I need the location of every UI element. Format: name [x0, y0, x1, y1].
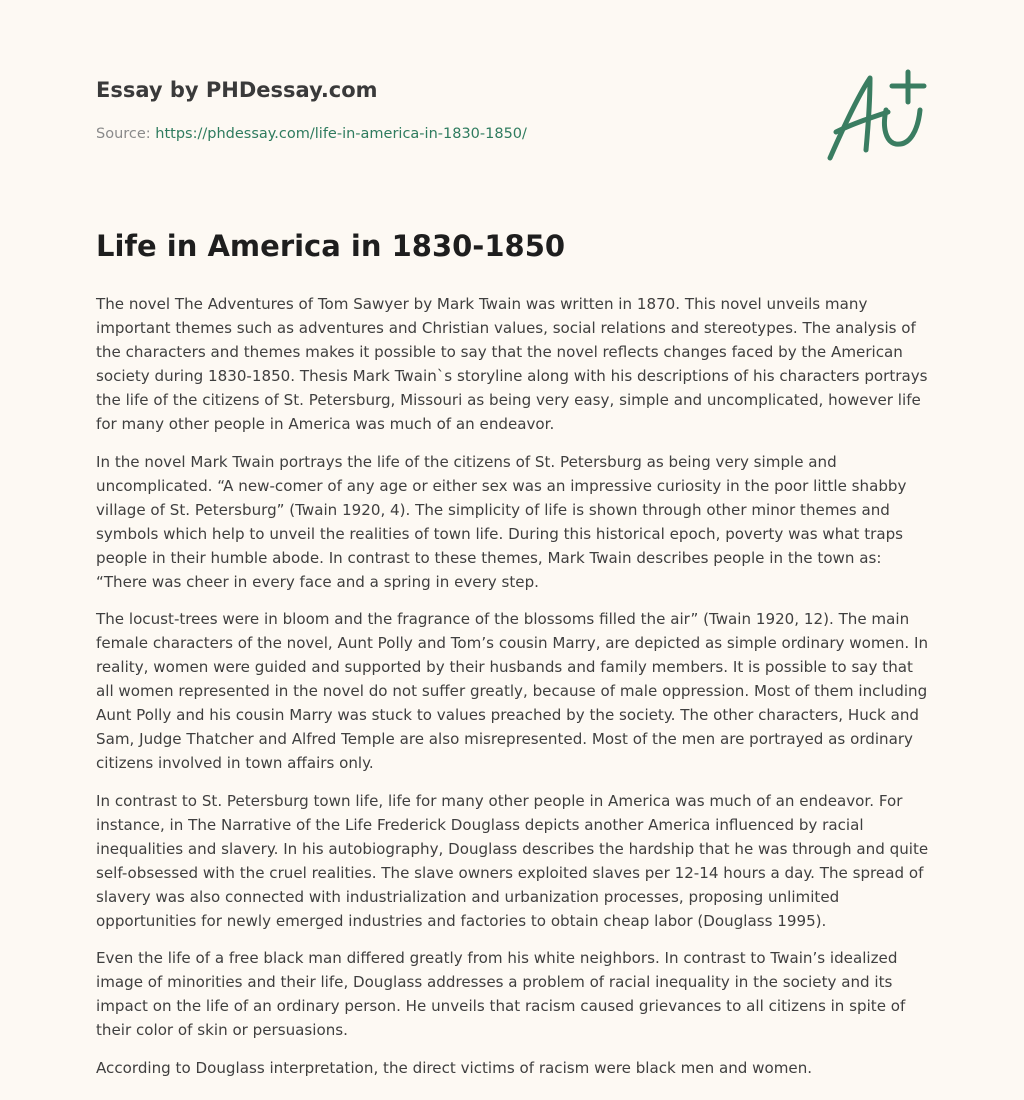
source-label: Source:: [96, 126, 156, 142]
site-title: Essay by PHDessay.com: [96, 78, 378, 102]
source-link[interactable]: https://phdessay.com/life-in-america-in-1830-1850/: [155, 126, 527, 142]
essay-paragraph: In contrast to St. Petersburg town life, life for many other people in America was much of an endeavor. For instance, in The Narrative of the Life Frederick Douglass depicts another America influenced by racial inequalities and slavery. In his autobiography, Douglass describes the hardship that he was through and quite self-obsessed with the cruel realities. The slave owners exploited slaves per 12-14 hours a day. The spread of slavery was also connected with industrialization and urbanization processes, proposing unlimited opportunities for newly emerged industries and factories to obtain cheap labor (Douglass 1995).: [96, 791, 929, 930]
essay-title: Life in America in 1830-1850: [96, 229, 566, 263]
essay-paragraph: Even the life of a free black man differed greatly from his white neighbors. In contrast to Twain’s idealized image of minorities and their life, Douglass addresses a problem of racial inequality in the society and its impact on the life of an ordinary person. He unveils that racism caused grievances to all citizens in spite of their color of skin or persuasions.: [96, 949, 906, 1039]
source-line: [96, 124, 796, 144]
page-header: [96, 76, 796, 144]
a-plus-grade-icon: [822, 66, 928, 166]
essay-paragraph: The locust-trees were in bloom and the fragrance of the blossoms filled the air” (Twain 1920, 12). The main female characters of the novel, Aunt Polly and Tom’s cousin Marry, are depicted as simple ordinary women. In reality, women were guided and supported by their husbands and family members. It is possible to say that all women represented in the novel do not suffer greatly, because of male oppression. Most of them including Aunt Polly and his cousin Marry was stuck to values preached by the society. The other characters, Huck and Sam, Judge Thatcher and Alfred Temple are also misrepresented. Most of the men are portrayed as ordinary citizens involved in town affairs only.: [96, 610, 929, 772]
essay-article: [96, 226, 932, 1093]
essay-paragraph: According to Douglass interpretation, the direct victims of racism were black men and women.: [96, 1058, 813, 1077]
essay-paragraph: In the novel Mark Twain portrays the life of the citizens of St. Petersburg as being very simple and uncomplicated. “A new-comer of any age or either sex was an impressive curiosity in the poor little shabby village of St. Petersburg” (Twain 1920, 4). The simplicity of life is shown through other minor themes and symbols which help to unveil the realities of town life. During this historical epoch, poverty was what traps people in their humble abode. In contrast to these themes, Mark Twain describes people in the town as: “There was cheer in every face and a spring in every step.: [96, 452, 907, 591]
essay-paragraph: The novel The Adventures of Tom Sawyer by Mark Twain was written in 1870. This novel unveils many important themes such as adventures and Christian values, social relations and stereotypes. The analysis of the characters and themes makes it possible to say that the novel reflects changes faced by the American society during 1830-1850. Thesis Mark Twain`s storyline along with his descriptions of his characters portrays the life of the citizens of St. Petersburg, Missouri as being very easy, simple and uncomplicated, however life for many other people in America was much of an endeavor.: [96, 295, 928, 433]
